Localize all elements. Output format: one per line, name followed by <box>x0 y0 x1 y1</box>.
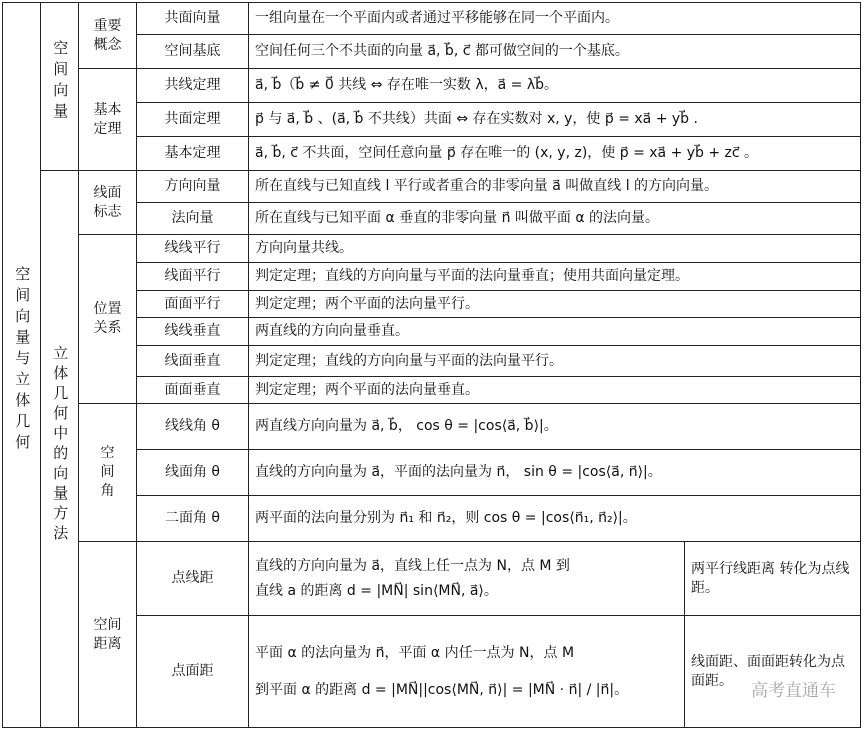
row-content: 两直线方向向量为 a⃗, b⃗， cos θ = |cos⟨a⃗, b⃗⟩|。 <box>249 404 861 450</box>
row-name: 点线距 <box>137 542 249 616</box>
row-name: 方向向量 <box>137 171 249 203</box>
row-name: 线线平行 <box>137 235 249 263</box>
row-name: 共面向量 <box>137 3 249 35</box>
row-note: 线面距、面面距转化为点面距。 <box>685 616 861 728</box>
sub-position-relations <box>79 235 137 404</box>
group-space-vector-label: 空间向量 <box>51 40 70 125</box>
row-content: 两直线的方向向量垂直。 <box>249 318 861 346</box>
row-name: 面面平行 <box>137 291 249 318</box>
main-category-label: 空间向量与立体几何 <box>13 266 32 456</box>
row-content-line: 平面 α 的法向量为 n⃗，平面 α 内任一点为 N，点 M <box>255 644 575 661</box>
sub-important-concepts <box>79 3 137 69</box>
row-content: 两平面的法向量分别为 n⃗₁ 和 n⃗₂，则 cos θ = |cos⟨n⃗₁, n⃗₂⟩|。 <box>249 496 861 542</box>
watermark: 高考直通车 <box>751 681 836 701</box>
sub-space-distance <box>79 542 137 728</box>
row-content: 判定定理；两个平面的法向量垂直。 <box>249 377 861 404</box>
row-content-line: 直线的方向向量为 a⃗，直线上任一点为 N，点 M 到 <box>255 557 570 574</box>
row-content: 判定定理；两个平面的法向量平行。 <box>249 291 861 318</box>
group-vector-method-label: 立体几何中的向量方法 <box>51 344 70 545</box>
row-name: 线面角 θ <box>137 450 249 496</box>
sub-title: 线面标志 <box>93 184 122 220</box>
row-name: 共线定理 <box>137 69 249 103</box>
row-note: 两平行线距离 转化为点线距。 <box>685 542 861 616</box>
row-content: p⃗ 与 a⃗, b⃗ 、(a⃗, b⃗ 不共线）共面 ⇔ 存在实数对 x, y，使 p⃗ = xa⃗ + yb⃗ . <box>249 103 861 137</box>
row-name: 空间基底 <box>137 35 249 69</box>
row-content: a⃗, b⃗（b⃗ ≠ 0⃗ 共线 ⇔ 存在唯一实数 λ，a⃗ = λb⃗。 <box>249 69 861 103</box>
row-content: a⃗, b⃗, c⃗ 不共面，空间任意向量 p⃗ 存在唯一的 (x, y, z)，使 p⃗ = xa⃗ + yb⃗ + zc⃗ 。 <box>249 137 861 171</box>
sub-title: 空间距离 <box>93 616 122 652</box>
group-space-vector <box>41 3 79 171</box>
row-name: 线线垂直 <box>137 318 249 346</box>
row-content <box>249 542 685 616</box>
sub-title: 重要概念 <box>93 17 122 53</box>
sub-title: 位置关系 <box>93 301 122 336</box>
row-content-line: 到平面 α 的距离 d = |MN⃗||cos⟨MN⃗, n⃗⟩| = |MN⃗ · n⃗| / |n⃗|。 <box>255 681 629 698</box>
row-name: 点面距 <box>137 616 249 728</box>
row-content: 判定定理；直线的方向向量与平面的法向量垂直；使用共面向量定理。 <box>249 263 861 291</box>
row-content: 空间任何三个不共面的向量 a⃗, b⃗, c⃗ 都可做空间的一个基底。 <box>249 35 861 69</box>
row-content: 所在直线与已知平面 α 垂直的非零向量 n⃗ 叫做平面 α 的法向量。 <box>249 203 861 235</box>
sub-basic-theorems <box>79 69 137 171</box>
knowledge-table <box>2 2 861 728</box>
row-name: 线线角 θ <box>137 404 249 450</box>
row-content: 所在直线与已知直线 l 平行或者重合的非零向量 a⃗ 叫做直线 l 的方向向量。 <box>249 171 861 203</box>
row-content <box>249 616 685 728</box>
row-name: 共面定理 <box>137 103 249 137</box>
row-content: 直线的方向向量为 a⃗，平面的法向量为 n⃗， sin θ = |cos⟨a⃗, n⃗⟩|。 <box>249 450 861 496</box>
row-name: 基本定理 <box>137 137 249 171</box>
row-content-line: 直线 a 的距离 d = |MN⃗| sin⟨MN⃗, a⃗⟩。 <box>255 582 498 599</box>
row-content: 方向向量共线。 <box>249 235 861 263</box>
row-name: 二面角 θ <box>137 496 249 542</box>
sub-space-angles <box>79 404 137 542</box>
row-name: 线面垂直 <box>137 346 249 377</box>
row-content: 一组向量在一个平面内或者通过平移能够在同一个平面内。 <box>249 3 861 35</box>
sub-line-plane-markers <box>79 171 137 235</box>
sub-title: 空间角 <box>100 445 115 499</box>
sub-title: 基本定理 <box>93 101 122 137</box>
row-content: 判定定理；直线的方向向量与平面的法向量平行。 <box>249 346 861 377</box>
main-category <box>3 3 41 728</box>
row-name: 面面垂直 <box>137 377 249 404</box>
row-name: 线面平行 <box>137 263 249 291</box>
row-name: 法向量 <box>137 203 249 235</box>
group-vector-method <box>41 171 79 728</box>
